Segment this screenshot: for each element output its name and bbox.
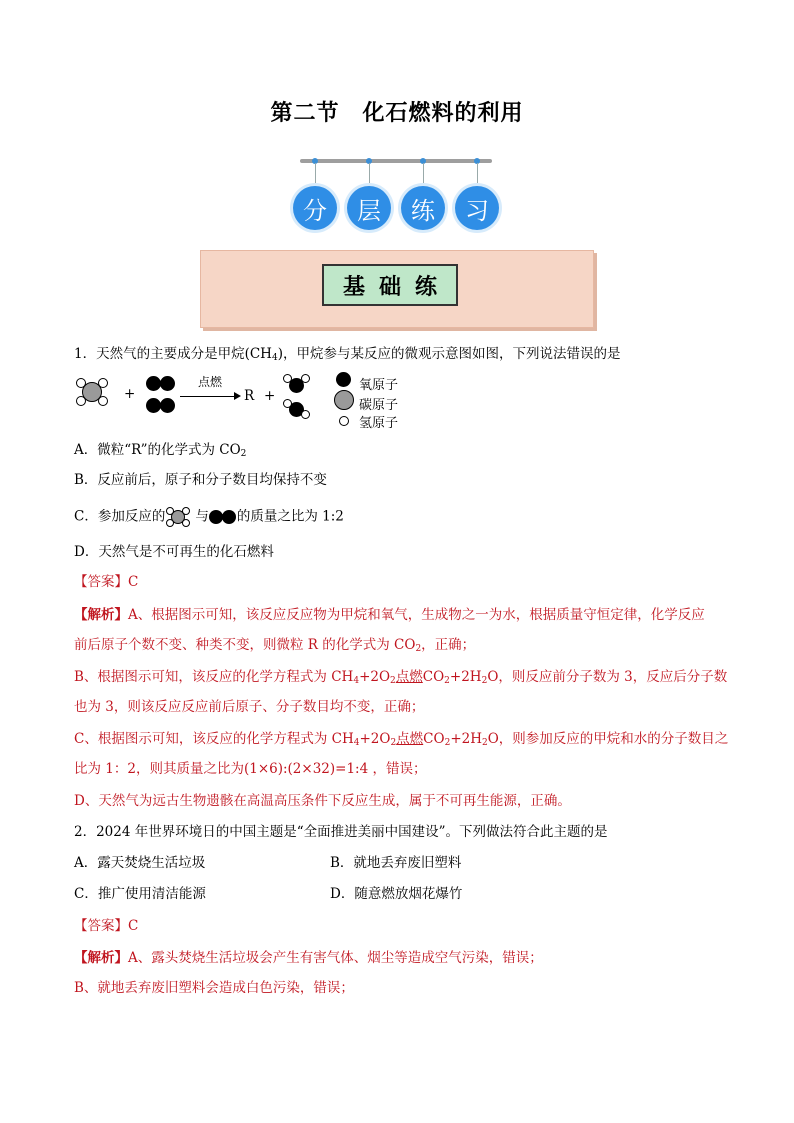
- q1-explanation-b2: 也为 3，则该反应反应前后原子、分子数目均不变，正确；: [74, 699, 425, 715]
- q2-option-d: D．随意燃放烟花爆竹: [330, 886, 463, 902]
- q1-explanation-d: D、天然气为远古生物遗骸在高温高压条件下反应生成，属于不可再生能源，正确。: [74, 793, 571, 809]
- q2-answer: 【答案】C: [74, 918, 139, 934]
- q1-option-c: C．参加反应的 与 的质量之比为 1:2: [74, 506, 344, 528]
- hanger-string: [477, 163, 478, 185]
- q2-explanation-a: 【解析】A、露头焚烧生活垃圾会产生有害气体、烟尘等造成空气污染，错误；: [74, 950, 543, 966]
- reaction-condition: 点燃: [198, 375, 223, 389]
- q1-stem: 1．天然气的主要成分是甲烷$(CH_4)$，甲烷参与某反应的微观示意图如图，下列说法错误的是: [74, 346, 621, 363]
- section-banner-label: 基础练: [322, 264, 458, 306]
- q1-answer: 【答案】C: [74, 574, 139, 590]
- q1-option-d: D．天然气是不可再生的化石燃料: [74, 544, 274, 560]
- hanger-string: [423, 163, 424, 185]
- legend-carbon: 碳原子: [359, 398, 399, 413]
- legend-oxygen: 氧原子: [359, 378, 399, 393]
- legend-carbon-icon: [334, 390, 354, 410]
- q2-option-b: B．就地丢弃废旧塑料: [330, 855, 462, 871]
- plus-sign: +: [124, 386, 136, 402]
- q1-explanation-c2: 比为 1：2，则其质量之比为(1×6):(2×32)=1:4 ，错误；: [74, 761, 427, 777]
- oxygen-icon: [209, 510, 237, 524]
- product-r: R: [244, 388, 255, 404]
- q1-option-b: B．反应前后，原子和分子数目均保持不变: [74, 472, 327, 488]
- page-title: 第二节 化石燃料的利用: [270, 101, 524, 126]
- water-molecules: [282, 372, 312, 422]
- badge-hanger-bar: [300, 159, 492, 163]
- reaction-diagram: [74, 372, 414, 432]
- q2-explanation-b: B、就地丢弃废旧塑料会造成白色污染，错误；: [74, 980, 354, 996]
- badge-lian: 练: [401, 186, 445, 230]
- legend-hydrogen: 氢原子: [359, 416, 399, 431]
- q1-explanation-a2: 前后原子个数不变、种类不变，则微粒 R 的化学式为 $CO_2$，正确；: [74, 637, 476, 654]
- hanger-string: [315, 163, 316, 185]
- badge-xi: 习: [455, 186, 499, 230]
- methane-molecule: [74, 376, 110, 408]
- legend-oxygen-icon: [336, 372, 351, 387]
- badge-ceng: 层: [347, 186, 391, 230]
- q2-stem: 2．2024 年世界环境日的中国主题是“全面推进美丽中国建设”。下列做法符合此主题的是: [74, 824, 608, 840]
- oxygen-molecules: [146, 376, 180, 416]
- q1-option-a: A．微粒“R”的化学式为 $CO_2$: [74, 442, 247, 459]
- q1-explanation-b1: B、根据图示可知，该反应的化学方程式为 $CH_4+2O_2$点燃$CO_2+2H_2O$，则反应前分子数为 3，反应后分子数: [74, 669, 728, 686]
- reaction-arrow: [180, 396, 238, 397]
- legend-hydrogen-icon: [339, 416, 349, 426]
- plus-sign-2: +: [264, 388, 276, 404]
- q1-explanation-a1: 【解析】A、根据图示可知，该反应反应物为甲烷和氧气，生成物之一为水，根据质量守恒定律，化学反应: [74, 607, 705, 623]
- badge-fen: 分: [293, 186, 337, 230]
- methane-icon: [165, 506, 195, 528]
- arrow-head: [234, 392, 241, 400]
- q2-option-c: C．推广使用清洁能源: [74, 886, 206, 902]
- q2-option-a: A．露天焚烧生活垃圾: [74, 855, 206, 871]
- hanger-string: [369, 163, 370, 185]
- q1-explanation-c1: C、根据图示可知，该反应的化学方程式为 $CH_4+2O_2$点燃$CO_2+2H_2O$，则参加反应的甲烷和水的分子数目之: [74, 731, 729, 748]
